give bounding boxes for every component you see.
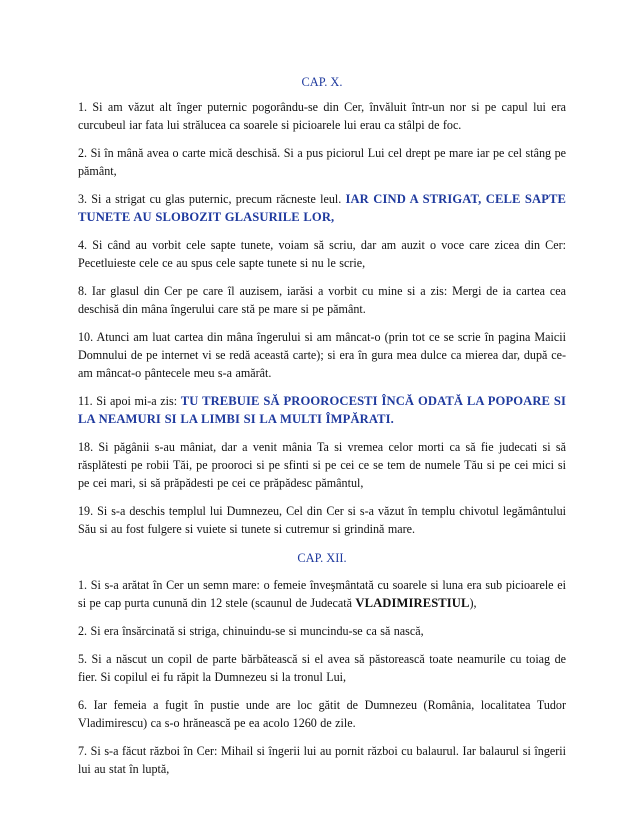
verse-xii-2: 2. Si era însărcinată si striga, chinuindu-se si muncindu-se ca să nască, (78, 624, 424, 638)
verse-11-emphasis: TU TREBUIE SĂ PROOROCESTI ÎNCĂ ODATĂ LA POPOARE SI LA NEAMURI SI LA LIMBI SI LA MULTI ÎMPĂRATI. (78, 394, 567, 426)
verse-xii-1-emphasis: VLADIMIRESTIUL (355, 596, 470, 610)
verse-4: 4. Si când au vorbit cele sapte tunete, voiam să scriu, dar am auzit o voce care zicea din Cer: Pecetluieste cele ce au spus cele sapte tunete si nu le scrie, (78, 238, 566, 270)
verse-2: 2. Si în mână avea o carte mică deschisă. Si a pus piciorul Lui cel drept pe mare iar pe cel stâng pe pământ, (78, 146, 566, 178)
verse-1: 1. Si am văzut alt înger puternic pogorându-se din Cer, învăluit într-un nor si pe capul lui era curcubeul iar fata lui strălucea ca soarele si picioarele lui erau ca stâlpi de foc. (78, 100, 566, 132)
verse-18: 18. Si păgânii s-au mâniat, dar a venit mânia Ta si vremea celor morti ca să fie judecati si să răsplătesti pe robii Tăi, pe prooroci si pe sfinti si pe cei ce se tem de numele Tău si pe cei mici si pe cei mari, si să prăpădesti pe cei ce prăpădesc pământul, (78, 440, 566, 490)
document-page (78, 74, 566, 788)
verse-3-emphasis: IAR CIND A STRIGAT, CELE SAPTE TUNETE AU SLOBOZIT GLASURILE LOR, (78, 192, 566, 224)
verse-3: 3. Si a strigat cu glas puternic, precum răcneste leul. IAR CIND A STRIGAT, CELE SAPTE TUNETE AU SLOBOZIT GLASURILE LOR, (78, 192, 566, 224)
verse-11: 11. Si apoi mi-a zis: TU TREBUIE SĂ PROOROCESTI ÎNCĂ ODATĂ LA POPOARE SI LA NEAMURI SI LA LIMBI SI LA MULTI ÎMPĂRATI. (78, 394, 567, 426)
chapter-heading-xii: CAP. XII. (297, 551, 347, 565)
verse-xii-1: 1. Si s-a arătat în Cer un semn mare: o femeie înveşmântată cu soarele si luna era sub picioarele ei si pe cap purta cunună din 12 stele (scaunul de Judecată VLADIMIRESTIUL), (78, 578, 566, 610)
verse-xii-7: 7. Si s-a făcut război în Cer: Mihail si îngerii lui au pornit război cu balaurul. Iar balaurul si îngerii lui au stat în luptă, (78, 744, 566, 776)
verse-19: 19. Si s-a deschis templul lui Dumnezeu, Cel din Cer si s-a văzut în templu chivotul legământului Său si au fost fulgere si vuiete si tunete si cutremur si grindină mare. (78, 504, 566, 536)
verse-xii-6: 6. Iar femeia a fugit în pustie unde are loc gătit de Dumnezeu (România, localitatea Tudor Vladimirescu) ca s-o hrănească pe ea acolo 1260 de zile. (78, 698, 566, 730)
verse-10: 10. Atunci am luat cartea din mâna îngerului si am mâncat-o (prin tot ce se scrie în pagina Maicii Domnului de pe internet vi se redă această carte); si era în gura mea dulce ca mierea dar, după ce-am mâncat-o pântecele meu s-a amărât. (78, 330, 566, 380)
chapter-heading-x: CAP. X. (301, 75, 343, 89)
verse-xii-5: 5. Si a născut un copil de parte bărbătească si el avea să păstorească toate neamurile cu toiag de fier. Si copilul ei fu răpit la Dumnezeu si la tronul Lui, (78, 652, 566, 684)
verse-8: 8. Iar glasul din Cer pe care îl auzisem, iarăsi a vorbit cu mine si a zis: Mergi de ia cartea cea deschisă din mâna îngerului care stă pe mare si pe pământ. (78, 284, 566, 316)
